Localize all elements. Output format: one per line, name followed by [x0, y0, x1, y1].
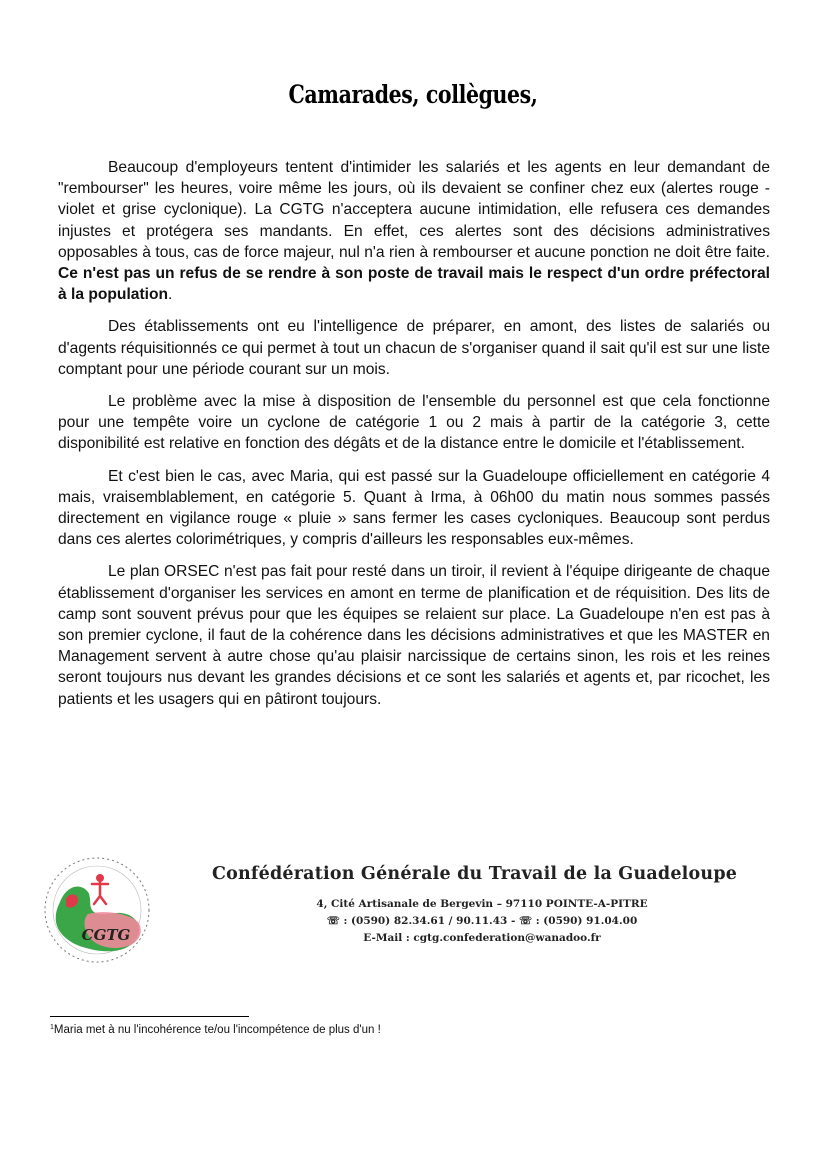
- page-title: Camarades, collègues,: [288, 80, 538, 109]
- letter-body: [58, 157, 770, 721]
- paragraph-5: Le plan ORSEC n'est pas fait pour resté dans un tiroir, il revient à l'équipe dirigeante de chaque établissement d'organiser les services en amont en terme de planification et de réquisition. Des lits de camp sont souvent prévus pour que les équipes se relaient sur place. La Guadeloupe n'en est pas à son premier cyclone, il faut de la cohérence dans les décisions administratives et que les MASTER en Management servent à autre chose qu'au plaisir narcissique de certains sinon, les rois et les reines seront toujours nus devant les grandes décisions et ce sont les salariés et agents et, par ricochet, les patients et les usagers qui en pâtiront toujours.: [58, 563, 770, 708]
- paragraph-3: Le problème avec la mise à disposition de l'ensemble du personnel est que cela fonctionne pour une tempête voire un cyclone de catégorie 1 ou 2 mais à partir de la catégorie 3, cette disponibilité est relative en fonction des dégâts et de la distance entre le domicile et l'établissement.: [58, 393, 770, 453]
- cgtg-logo: [22, 852, 182, 967]
- footnote-separator: [50, 1016, 249, 1017]
- letterhead: [22, 852, 782, 967]
- paragraph-1-end: .: [168, 286, 173, 304]
- organization-email: E-Mail : cgtg.confederation@wanadoo.fr: [363, 932, 601, 944]
- footnote: [50, 1024, 381, 1036]
- paragraph-1-emphasis: Ce n'est pas un refus de se rendre à son poste de travail mais le respect d'un ordre préfectoral à la population: [58, 265, 770, 304]
- organization-address: 4, Cité Artisanale de Bergevin – 97110 POINTE-A-PITRE: [316, 898, 648, 910]
- organization-name: Confédération Générale du Travail de la Guadeloupe: [212, 864, 738, 884]
- paragraph-1-text: Beaucoup d'employeurs tentent d'intimider les salariés et les agents en leur demandant de "rembourser" les heures, voire même les jours, où ils devaient se confiner chez eux (alertes rouge - violet et grise cyclonique). La CGTG n'acceptera aucune intimidation, elle refusera ces demandes injustes et protégera ses mandants. En effet, ces alertes sont des décisions administratives opposables à tous, cas de force majeur, nul n'a rien à rembourser et aucune ponction ne doit être faite.: [58, 159, 770, 261]
- paragraph-2: Des établissements ont eu l'intelligence de préparer, en amont, des listes de salariés ou d'agents réquisitionnés ce qui permet à tout un chacun de s'organiser quand il sait qu'il est sur une liste comptant pour une période courant sur un mois.: [58, 318, 770, 378]
- footnote-text: Maria met à nu l'incohérence te/ou l'incompétence de plus d'un !: [53, 1024, 381, 1036]
- paragraph-1: [58, 157, 770, 305]
- organization-phones: ☏ : (0590) 82.34.61 / 90.11.43 - ☏ : (0590) 91.04.00: [326, 915, 638, 927]
- footnote-marker: 1: [50, 1024, 54, 1031]
- paragraph-4: Et c'est bien le cas, avec Maria, qui est passé sur la Guadeloupe officiellement en catégorie 4 mais, vraisemblablement, en catégorie 5. Quant à Irma, à 06h00 du matin nous sommes passés directement en vigilance rouge « pluie » sans fermer les cases cycloniques. Beaucoup sont perdus dans ces alertes colorimétriques, y compris d'ailleurs les responsables eux-mêmes.: [58, 467, 770, 549]
- logo-text: CGTG: [81, 926, 131, 944]
